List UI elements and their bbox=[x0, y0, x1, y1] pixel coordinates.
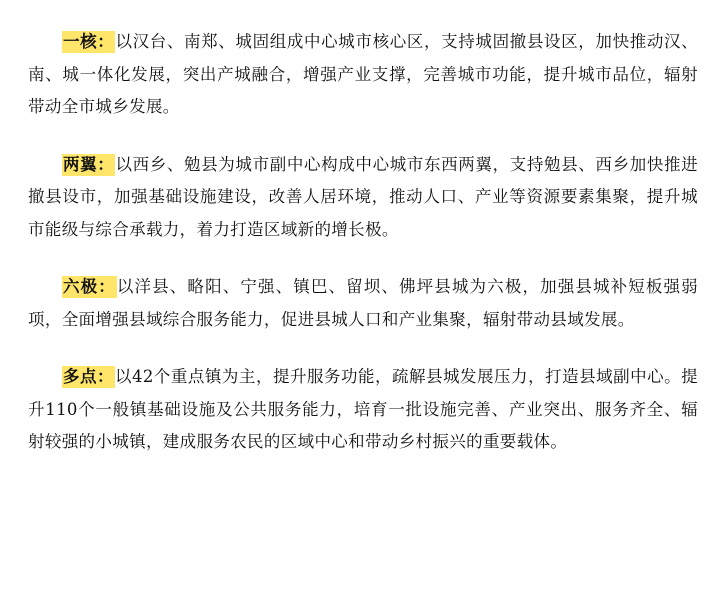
paragraph-six-poles bbox=[28, 271, 698, 336]
paragraph-label: 六极： bbox=[63, 277, 116, 296]
paragraph-one-core bbox=[28, 26, 698, 124]
paragraph-text: 以汉台、南郑、城固组成中心城市核心区，支持城固撤县设区，加快推动汉、南、城一体化发展，突出产城融合，增强产业支撑，完善城市功能，提升城市品位，辐射带动全市城乡发展。 bbox=[28, 32, 698, 116]
document-body bbox=[28, 26, 698, 459]
paragraph-text: 以西乡、勉县为城市副中心构成中心城市东西两翼，支持勉县、西乡加快推进撤县设市，加强基础设施建设，改善人居环境，推动人口、产业等资源要素集聚，提升城市能级与综合承载力，着力打造区域新的增长极。 bbox=[28, 154, 698, 239]
paragraph-text: 以洋县、略阳、宁强、镇巴、留坝、佛坪县城为六极，加强县城补短板强弱项，全面增强县域综合服务能力，促进县城人口和产业集聚，辐射带动县域发展。 bbox=[28, 277, 698, 329]
paragraph-text: 以42个重点镇为主，提升服务功能，疏解县城发展压力，打造县域副中心。提升110个一般镇基础设施及公共服务能力，培育一批设施完善、产业突出、服务齐全、辐射较强的小城镇，建成服务农民的区域中心和带动乡村振兴的重要载体。 bbox=[28, 367, 698, 451]
paragraph-two-wings bbox=[28, 149, 698, 247]
paragraph-multi-points bbox=[28, 361, 698, 459]
paragraph-label: 一核： bbox=[63, 32, 115, 51]
paragraph-label: 两翼： bbox=[63, 154, 115, 174]
paragraph-label: 多点： bbox=[63, 367, 115, 386]
